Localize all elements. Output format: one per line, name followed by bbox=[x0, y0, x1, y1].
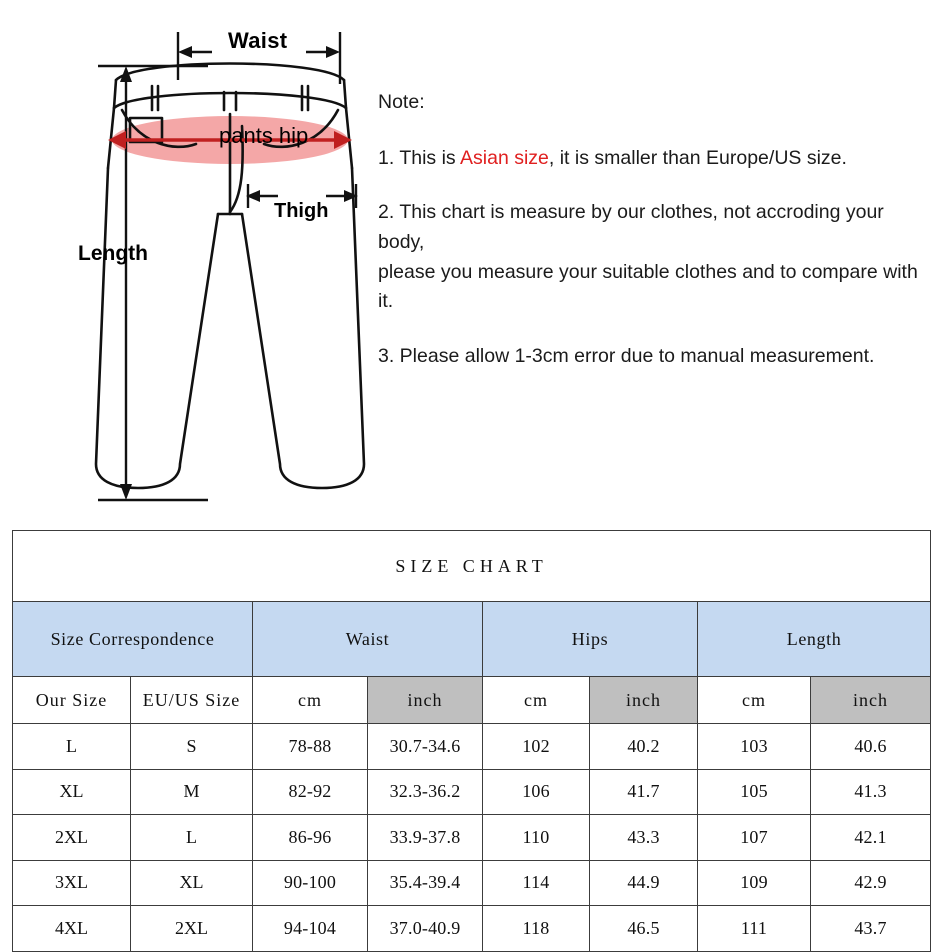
cell-length-inch: 43.7 bbox=[811, 906, 931, 952]
cell-length-inch: 42.1 bbox=[811, 815, 931, 861]
table-row bbox=[13, 815, 931, 861]
cell-waist-inch: 32.3-36.2 bbox=[368, 769, 483, 815]
cell-hips-inch: 44.9 bbox=[590, 860, 698, 906]
cell-length-inch: 42.9 bbox=[811, 860, 931, 906]
unit-header-eu-us-size: EU/US Size bbox=[131, 677, 253, 724]
size-chart-table bbox=[12, 530, 931, 952]
cell-hips-cm: 114 bbox=[483, 860, 590, 906]
table-row bbox=[13, 860, 931, 906]
cell-our-size: 3XL bbox=[13, 860, 131, 906]
cell-eu-us-size: S bbox=[131, 724, 253, 770]
unit-header-hips-cm: cm bbox=[483, 677, 590, 724]
cell-eu-us-size: XL bbox=[131, 860, 253, 906]
cell-waist-inch: 37.0-40.9 bbox=[368, 906, 483, 952]
cell-hips-cm: 110 bbox=[483, 815, 590, 861]
note-2-line1: 2. This chart is measure by our clothes, not accroding your body, bbox=[378, 201, 884, 253]
cell-waist-inch: 35.4-39.4 bbox=[368, 860, 483, 906]
unit-header-length-cm: cm bbox=[698, 677, 811, 724]
group-header-size-correspondence: Size Correspondence bbox=[13, 602, 253, 677]
cell-hips-cm: 102 bbox=[483, 724, 590, 770]
pants-illustration bbox=[78, 18, 378, 518]
note-1-prefix: 1. This is bbox=[378, 146, 461, 169]
cell-waist-cm: 94-104 bbox=[253, 906, 368, 952]
cell-hips-inch: 46.5 bbox=[590, 906, 698, 952]
group-header-waist: Waist bbox=[253, 602, 483, 677]
cell-length-cm: 107 bbox=[698, 815, 811, 861]
table-title-row bbox=[13, 531, 931, 602]
length-label: Length bbox=[78, 242, 148, 265]
thigh-label: Thigh bbox=[274, 200, 329, 222]
cell-length-cm: 105 bbox=[698, 769, 811, 815]
cell-hips-inch: 40.2 bbox=[590, 724, 698, 770]
note-1-asian-size: Asian size bbox=[460, 146, 549, 169]
unit-header-waist-inch: inch bbox=[368, 677, 483, 724]
note-item-1 bbox=[378, 144, 918, 174]
cell-our-size: XL bbox=[13, 769, 131, 815]
waist-label: Waist bbox=[228, 28, 288, 53]
cell-length-cm: 103 bbox=[698, 724, 811, 770]
unit-header-length-inch: inch bbox=[811, 677, 931, 724]
table-row bbox=[13, 769, 931, 815]
cell-waist-inch: 30.7-34.6 bbox=[368, 724, 483, 770]
note-item-3: 3. Please allow 1-3cm error due to manual measurement. bbox=[378, 344, 875, 367]
cell-length-inch: 41.3 bbox=[811, 769, 931, 815]
cell-hips-cm: 106 bbox=[483, 769, 590, 815]
cell-waist-cm: 86-96 bbox=[253, 815, 368, 861]
cell-waist-cm: 82-92 bbox=[253, 769, 368, 815]
waistband-bottom-edge bbox=[114, 93, 346, 108]
note-item-2 bbox=[378, 198, 918, 317]
cell-waist-inch: 33.9-37.8 bbox=[368, 815, 483, 861]
cell-length-cm: 111 bbox=[698, 906, 811, 952]
cell-eu-us-size: L bbox=[131, 815, 253, 861]
cell-our-size: 2XL bbox=[13, 815, 131, 861]
size-chart-table-container bbox=[12, 530, 930, 952]
note-2-line2: please you measure your suitable clothes and to compare with it. bbox=[378, 260, 918, 313]
unit-header-hips-inch: inch bbox=[590, 677, 698, 724]
table-group-header-row bbox=[13, 602, 931, 677]
notes-block bbox=[378, 88, 918, 371]
cell-waist-cm: 78-88 bbox=[253, 724, 368, 770]
table-row bbox=[13, 906, 931, 952]
left-leg bbox=[96, 168, 218, 488]
cell-eu-us-size: M bbox=[131, 769, 253, 815]
size-chart-title: SIZE CHART bbox=[13, 531, 931, 602]
waist-arrow-right-head bbox=[326, 46, 340, 58]
length-arrow-bottom-head bbox=[120, 484, 132, 500]
note-1-suffix: , it is smaller than Europe/US size. bbox=[548, 146, 847, 169]
cell-waist-cm: 90-100 bbox=[253, 860, 368, 906]
group-header-length: Length bbox=[698, 602, 931, 677]
cell-hips-inch: 43.3 bbox=[590, 815, 698, 861]
pants-hip-label: pants hip bbox=[219, 123, 309, 148]
notes-heading: Note: bbox=[378, 91, 425, 113]
table-row bbox=[13, 724, 931, 770]
cell-our-size: 4XL bbox=[13, 906, 131, 952]
table-unit-header-row bbox=[13, 677, 931, 724]
unit-header-waist-cm: cm bbox=[253, 677, 368, 724]
cell-length-inch: 40.6 bbox=[811, 724, 931, 770]
cell-length-cm: 109 bbox=[698, 860, 811, 906]
cell-hips-inch: 41.7 bbox=[590, 769, 698, 815]
cell-our-size: L bbox=[13, 724, 131, 770]
cell-eu-us-size: 2XL bbox=[131, 906, 253, 952]
unit-header-our-size: Our Size bbox=[13, 677, 131, 724]
group-header-hips: Hips bbox=[483, 602, 698, 677]
waist-arrow-left-head bbox=[178, 46, 192, 58]
cell-hips-cm: 118 bbox=[483, 906, 590, 952]
